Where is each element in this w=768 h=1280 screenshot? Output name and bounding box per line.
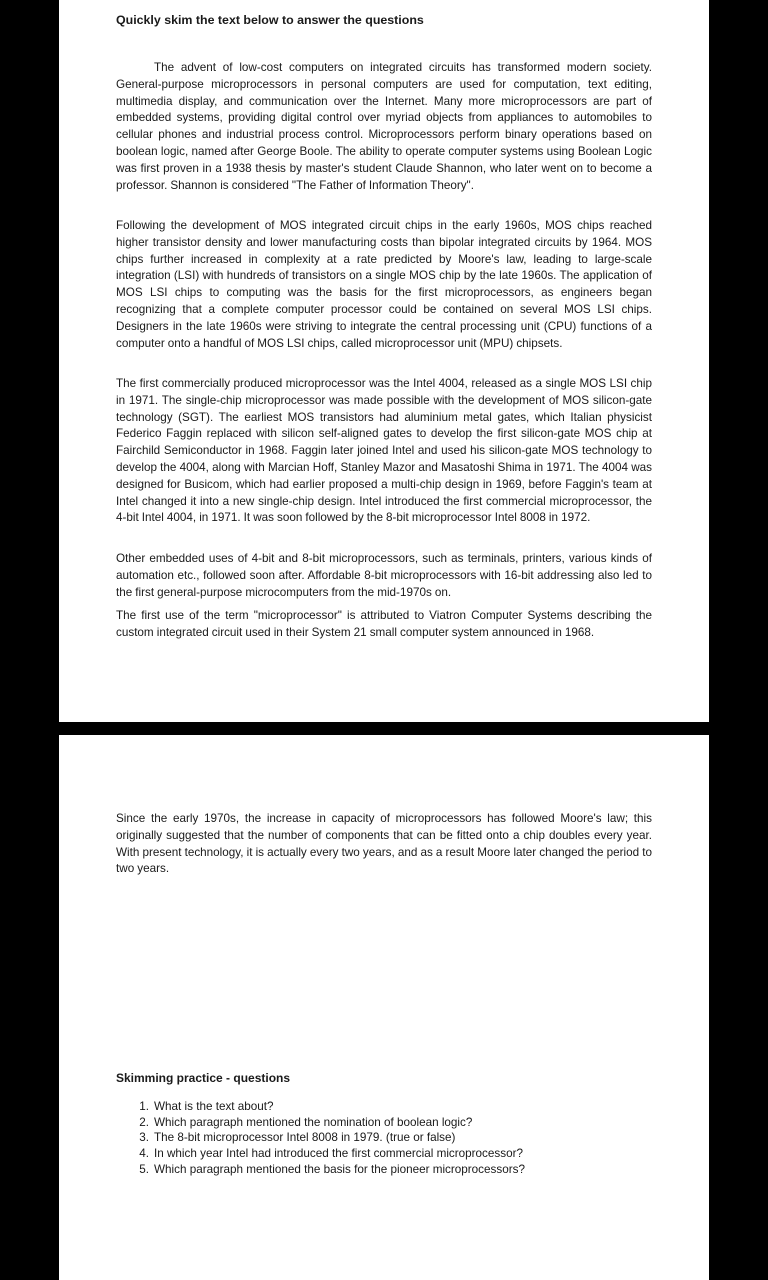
questions-list bbox=[116, 1099, 525, 1178]
question-number: 1. bbox=[139, 1100, 149, 1113]
question-number: 5. bbox=[139, 1162, 149, 1176]
document-page-1 bbox=[59, 0, 709, 722]
paragraph-3: The first commercially produced microprocessor was the Intel 4004, released as a single MOS LSI chip in 1971. The single-chip microprocessor was made possible with the development of MOS silicon-gate technology (SGT). The earliest MOS transistors had aluminium metal gates, which Italian physicist Federico Faggin replaced with silicon self-aligned gates to develop the first silicon-gate MOS chip at Fairchild Semiconductor in 1968. Faggin later joined Intel and used his silicon-gate MOS technology to develop the 4004, along with Marcian Hoff, Stanley Mazor and Masatoshi Shima in 1971. The 4004 was designed for Busicom, which had earlier proposed a multi-chip design in 1969, before Faggin's team at Intel changed it into a new single-chip design. Intel introduced the first commercial microprocessor, the 4-bit Intel 4004, in 1971. It was soon followed by the 8-bit microprocessor Intel 8008 in 1972. bbox=[116, 377, 652, 525]
question-text: Which paragraph mentioned the basis for the pioneer microprocessors? bbox=[154, 1162, 525, 1176]
paragraph-2: Following the development of MOS integrated circuit chips in the early 1960s, MOS chips reached higher transistor density and lower manufacturing costs than bipolar integrated circuits by 1964. MOS chips further increased in complexity at a rate predicted by Moore's law, leading to large-scale integration (LSI) with hundreds of transistors on a single MOS chip by the late 1960s. The application of MOS LSI chips to computing was the basis for the first microprocessors, as engineers began recognizing that a complete computer processor could be contained on several MOS LSI chips. Designers in the late 1960s were striving to integrate the central processing unit (CPU) functions of a computer onto a handful of MOS LSI chips, called microprocessor unit (MPU) chipsets. bbox=[116, 219, 652, 350]
question-item bbox=[136, 1099, 525, 1115]
paragraph-4: Other embedded uses of 4-bit and 8-bit microprocessors, such as terminals, printers, various kinds of automation etc., followed soon after. Affordable 8-bit microprocessors with 16-bit addressing also led to the first general-purpose microcomputers from the mid-1970s on. bbox=[116, 552, 652, 599]
question-item bbox=[136, 1115, 525, 1131]
question-text: In which year Intel had introduced the first commercial microprocessor? bbox=[154, 1147, 523, 1161]
question-text: The 8-bit microprocessor Intel 8008 in 1979. (true or false) bbox=[154, 1131, 456, 1145]
paragraph-6: Since the early 1970s, the increase in capacity of microprocessors has followed Moore's law; this originally suggested that the number of components that can be fitted onto a chip doubles every year. With present technology, it is actually every two years, and as a result Moore later changed the period to two years. bbox=[116, 812, 652, 876]
question-number: 4. bbox=[139, 1147, 149, 1161]
instructions-heading: Quickly skim the text below to answer the questions bbox=[116, 13, 424, 27]
paragraph-1: The advent of low-cost computers on integrated circuits has transformed modern society. General-purpose microprocessors in personal computers are used for computation, text editing, multimedia display, and communication over the Internet. Many more microprocessors are part of embedded systems, providing digital control over myriad objects from appliances to automobiles to cellular phones and industrial process control. Microprocessors perform binary operations based on boolean logic, named after George Boole. The ability to operate computer systems using Boolean Logic was first proven in a 1938 thesis by master's student Claude Shannon, who later went on to become a professor. Shannon is considered "The Father of Information Theory". bbox=[116, 61, 652, 192]
paragraph-5: The first use of the term "microprocessor" is attributed to Viatron Computer Systems describing the custom integrated circuit used in their System 21 small computer system announced in 1968. bbox=[116, 609, 652, 639]
question-item bbox=[136, 1146, 525, 1162]
questions-heading: Skimming practice - questions bbox=[116, 1071, 291, 1085]
question-number: 2. bbox=[139, 1115, 149, 1129]
question-number: 3. bbox=[139, 1131, 149, 1145]
question-item bbox=[136, 1162, 525, 1178]
question-text: What is the text about? bbox=[154, 1100, 274, 1113]
question-text: Which paragraph mentioned the nomination of boolean logic? bbox=[154, 1115, 473, 1129]
question-item bbox=[136, 1130, 525, 1146]
document-page-2 bbox=[59, 735, 709, 1280]
